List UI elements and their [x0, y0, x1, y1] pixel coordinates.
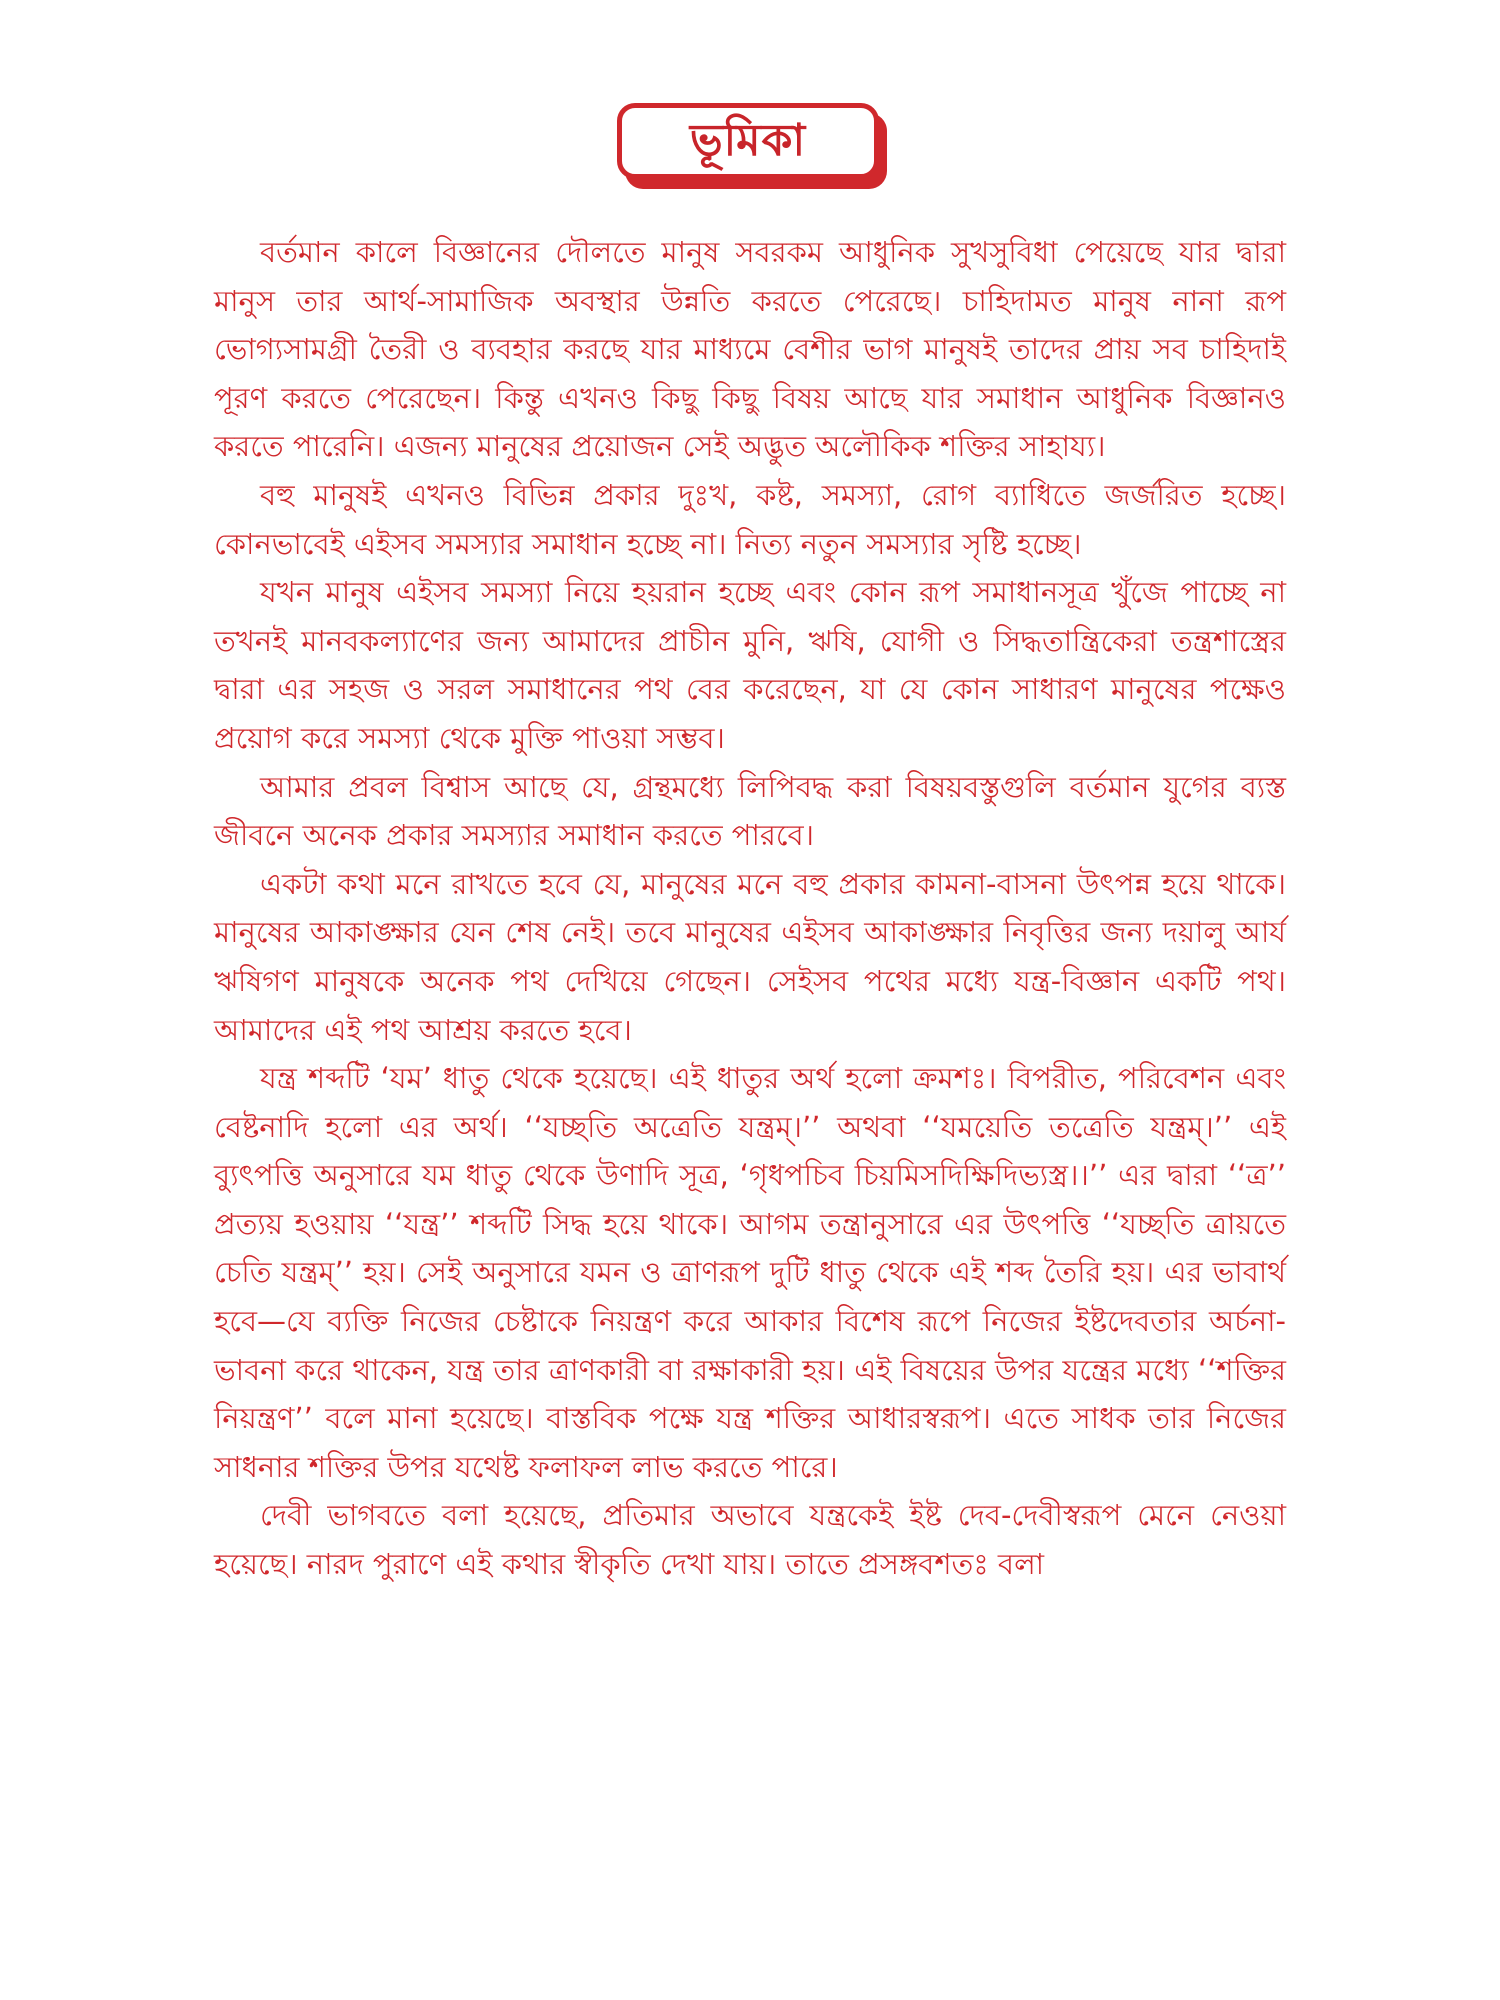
paragraph: যখন মানুষ এইসব সমস্যা নিয়ে হয়রান হচ্ছে এবং কোন রূপ সমাধানসূত্র খুঁজে পাচ্ছে না তখনই মানবকল্যাণের জন্য আমাদের প্রাচীন মুনি, ঋষি, যোগী ও সিদ্ধতান্ত্রিকেরা তন্ত্রশাস্ত্রের দ্বারা এর সহজ ও সরল সমাধানের পথ বের করেছেন, যা যে কোন সাধারণ মানুষের পক্ষেও প্রয়োগ করে সমস্যা থেকে মুক্তি পাওয়া সম্ভব।	[214, 575, 1286, 755]
paragraph: একটা কথা মনে রাখতে হবে যে, মানুষের মনে বহু প্রকার কামনা-বাসনা উৎপন্ন হয়ে থাকে। মানুষের আকাঙ্ক্ষার যেন শেষ নেই। তবে মানুষের এইসব আকাঙ্ক্ষার নিবৃত্তির জন্য দয়ালু আর্য ঋষিগণ মানুষকে অনেক পথ দেখিয়ে গেছেন। সেইসব পথের মধ্যে যন্ত্র-বিজ্ঞান একটি পথ। আমাদের এই পথ আশ্রয় করতে হবে।	[214, 866, 1286, 1047]
paragraph: যন্ত্র শব্দটি ‘যম’ ধাতু থেকে হয়েছে। এই ধাতুর অর্থ হলো ক্রমশঃ। বিপরীত, পরিবেশন এবং বেষ্টনাদি হলো এর অর্থ। ‘‘যচ্ছতি অত্রেতি যন্ত্রম্।’’ অথবা ‘‘যময়েতি তত্রেতি যন্ত্রম্।’’ এই ব্যুৎপত্তি অনুসারে যম ধাতু থেকে উণাদি সূত্র, ‘গৃধপচিব চিয়মিসদিক্ষিদিভ্যস্ত্র।।’’ এর দ্বারা ‘‘ত্র’’ প্রত্যয় হওয়ায় ‘‘যন্ত্র’’ শব্দটি সিদ্ধ হয়ে থাকে। আগম তন্ত্রানুসারে এর উৎপত্তি ‘‘যচ্ছতি ত্রায়তে চেতি যন্ত্রম্’’ হয়। সেই অনুসারে যমন ও ত্রাণরূপ দুটি ধাতু থেকে এই শব্দ তৈরি হয়। এর ভাবার্থ হবে—যে ব্যক্তি নিজের চেষ্টাকে নিয়ন্ত্রণ করে আকার বিশেষ রূপে নিজের ইষ্টদেবতার অর্চনা-ভাবনা করে থাকেন, যন্ত্র তার ত্রাণকারী বা রক্ষাকারী হয়। এই বিষয়ের উপর যন্ত্রের মধ্যে ‘‘শক্তির নিয়ন্ত্রণ’’ বলে মানা হয়েছে। বাস্তবিক পক্ষে যন্ত্র শক্তির আধারস্বরূপ। এতে সাধক তার নিজের সাধনার শক্তির উপর যথেষ্ট ফলাফল লাভ করতে পারে।	[214, 1061, 1286, 1484]
paragraph: আমার প্রবল বিশ্বাস আছে যে, গ্রন্থমধ্যে লিপিবদ্ধ করা বিষয়বস্তুগুলি বর্তমান যুগের ব্যস্ত জীবনে অনেক প্রকার সমস্যার সমাধান করতে পারবে।	[214, 769, 1286, 853]
paragraph: বর্তমান কালে বিজ্ঞানের দৌলতে মানুষ সবরকম আধুনিক সুখসুবিধা পেয়েছে যার দ্বারা মানুস তার আর্থ-সামাজিক অবস্থার উন্নতি করতে পেরেছে। চাহিদামত মানুষ নানা রূপ ভোগ্যসামগ্রী তৈরী ও ব্যবহার করছে যার মাধ্যমে বেশীর ভাগ মানুষই তাদের প্রায় সব চাহিদাই পূরণ করতে পেরেছেন। কিন্তু এখনও কিছু কিছু বিষয় আছে যার সমাধান আধুনিক বিজ্ঞানও করতে পারেনি। এজন্য মানুষের প্রয়োজন সেই অদ্ভুত অলৌকিক শক্তির সাহায্য।	[214, 235, 1286, 464]
title-box	[617, 103, 879, 179]
paragraph: দেবী ভাগবতে বলা হয়েছে, প্রতিমার অভাবে যন্ত্রকেই ইষ্ট দেব-দেবীস্বরূপ মেনে নেওয়া হয়েছে। নারদ পুরাণে এই কথার স্বীকৃতি দেখা যায়। তাতে প্রসঙ্গবশতঃ বলা	[214, 1498, 1286, 1582]
paragraph: বহু মানুষই এখনও বিভিন্ন প্রকার দুঃখ, কষ্ট, সমস্যা, রোগ ব্যাধিতে জর্জরিত হচ্ছে। কোনভাবেই এইসব সমস্যার সমাধান হচ্ছে না। নিত্য নতুন সমস্যার সৃষ্টি হচ্ছে।	[214, 477, 1286, 561]
body-text	[214, 228, 1286, 1589]
page-title: ভূমিকা	[689, 115, 807, 166]
